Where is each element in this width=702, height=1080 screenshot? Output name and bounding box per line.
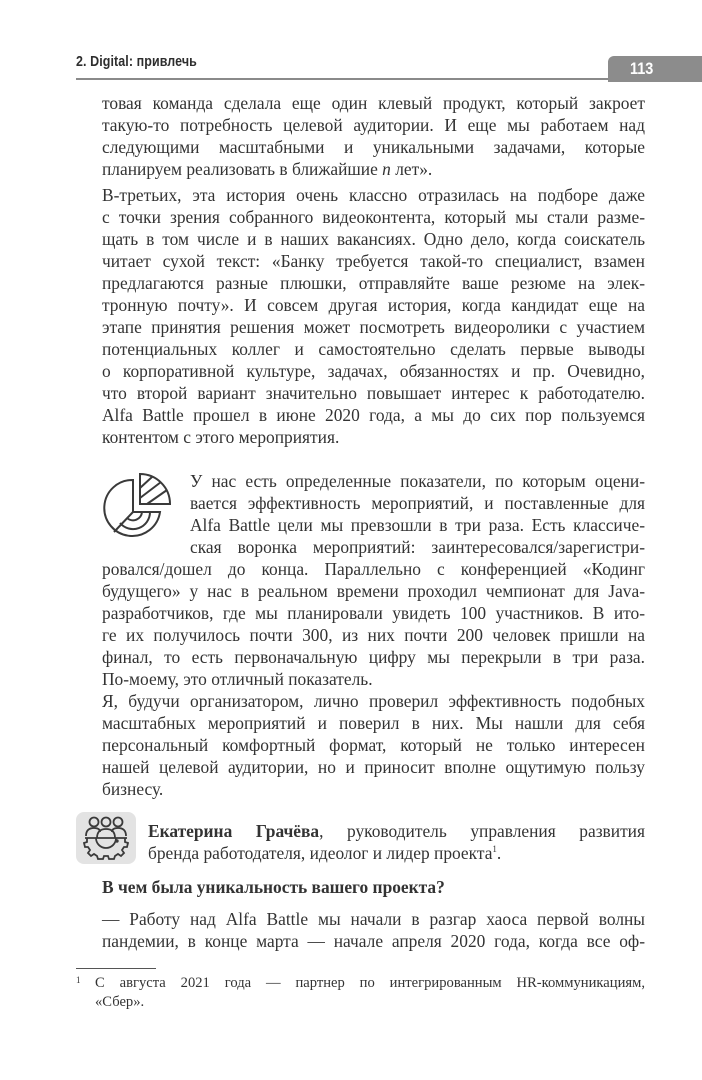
text-line: финал, то есть первоначальную цифру мы перекрыли в три раза. — [102, 647, 645, 667]
italic-n: n — [382, 159, 391, 179]
text-line: В-третьих, эта история очень классно отразилась на подборе даже — [102, 185, 645, 205]
chapter-title: 2. Digital: привлечь — [76, 54, 197, 70]
text-line — [148, 842, 645, 864]
footnote-line: С августа 2021 года — партнер по интегрированным HR-коммуникациям, — [95, 975, 645, 991]
footnote-line: «Сбер». — [95, 994, 145, 1010]
text-line: такую-то потребность целевой аудитории. И еще мы работаем над — [102, 115, 645, 135]
speaker-role: , руководитель управления развития — [319, 821, 645, 841]
text-line: щать в том числе и в наших вакансиях. Одно дело, когда соискатель — [102, 229, 645, 249]
text-line: По-моему, это отличный показатель. — [102, 669, 373, 689]
text-line: разработчиков, где мы планировали увидеть 100 участников. В ито- — [102, 603, 645, 623]
text-line: У нас есть определенные показатели, по которым оцени- — [190, 471, 645, 491]
team-gear-icon — [76, 812, 136, 864]
text-line: ская воронка мероприятий: заинтересовался/зарегистри- — [190, 537, 645, 557]
text-line: о корпоративной культуре, задачах, обязанностях и пр. Очевидно, — [102, 361, 645, 381]
pie-chart-icon — [100, 470, 172, 542]
paragraph-4 — [102, 690, 645, 800]
text-line: что второй вариант значительно повышает интерес к работодателю. — [102, 383, 645, 403]
text-line: Alfa Battle прошел в июне 2020 года, а мы до сих пор пользуемся — [102, 405, 645, 425]
page-number: 113 — [630, 59, 654, 78]
speaker-intro — [148, 820, 645, 864]
text-line: вается эффективность мероприятий, и поставленные для — [190, 493, 645, 513]
paragraph-3-continued — [102, 558, 645, 690]
text-line: потенциальных коллег и самостоятельно сделать первые выводы — [102, 339, 645, 359]
paragraph-2 — [102, 184, 645, 448]
text-line: персональный комфортный формат, который не только интересен — [102, 735, 645, 755]
page-number-tab — [608, 56, 702, 82]
text-line — [148, 820, 645, 842]
text-line: будущего» у нас в реальном времени проходил чемпионат для Java- — [102, 581, 645, 601]
text-line: масштабных мероприятий и поверил в них. Мы нашли для себя — [102, 713, 645, 733]
text-line: тронную почту». И совсем другая история, когда кандидат еще на — [102, 295, 645, 315]
text-line: предлагаются разные плюшки, отправляйте ваше резюме на элек- — [102, 273, 645, 293]
text-fragment: лет». — [390, 159, 433, 179]
footnote-ref: 1 — [492, 844, 497, 855]
text-line: следующими масштабными и уникальными задачами, которые — [102, 137, 645, 157]
text-line: Alfa Battle цели мы превзошли в три раза. Есть классиче- — [190, 515, 645, 535]
text-line: контентом с этого мероприятия. — [102, 427, 340, 447]
text-line — [102, 158, 645, 180]
speaker-name: Екатерина Грачёва — [148, 821, 320, 841]
text-fragment: планируем реализовать в ближайшие — [102, 159, 383, 179]
text-line: Я, будучи организатором, лично проверил эффективность подобных — [102, 691, 645, 711]
header-rule — [76, 78, 614, 80]
footnote-mark: 1 — [76, 975, 81, 985]
text-line: читает сухой текст: «Банку требуется такой-то специалист, взамен — [102, 251, 645, 271]
paragraph-1 — [102, 92, 645, 180]
text-line: ге их получилось почти 300, из них почти 200 человек пришли на — [102, 625, 645, 645]
text-line: — Работу над Alfa Battle мы начали в разгар хаоса первой волны — [102, 909, 645, 929]
text-line: нашей целевой аудитории, но и приносит вполне ощутимую пользу — [102, 757, 645, 777]
text-line: бизнесу. — [102, 779, 164, 799]
question-text: В чем была уникальность вашего проекта? — [102, 877, 445, 897]
text-line: ровался/дошел до конца. Параллельно с конференцией «Кодинг — [102, 559, 645, 579]
text-fragment: . — [496, 843, 502, 863]
paragraph-3-indented — [190, 470, 645, 558]
text-line: с точки зрения собранного видеоконтента, который мы стали разме- — [102, 207, 645, 227]
text-line: пандемии, в конце марта — начале апреля 2020 года, когда все оф- — [102, 931, 645, 951]
footnote-body — [95, 974, 645, 1012]
interview-question — [102, 876, 645, 898]
text-line: товая команда сделала еще один клевый продукт, который закроет — [102, 93, 645, 113]
footnote-rule — [76, 968, 156, 969]
interview-answer — [102, 908, 645, 952]
speaker-role-cont: бренда работодателя, идеолог и лидер проекта — [148, 843, 493, 863]
text-line: этапе принятия решения может посмотреть видеоролики с участием — [102, 317, 645, 337]
